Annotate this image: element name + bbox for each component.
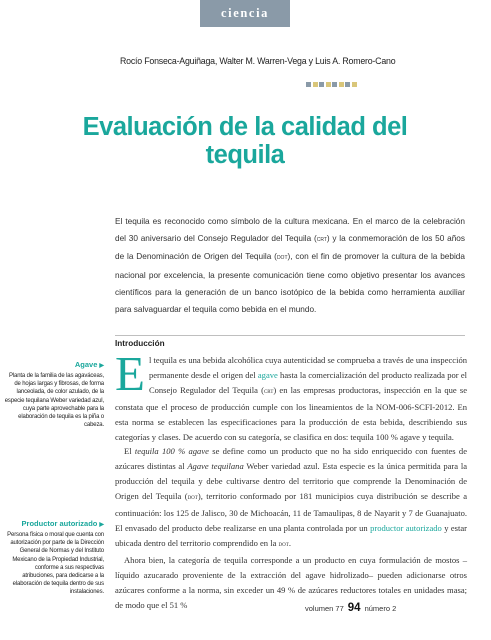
body-text: se define como un producto que no ha sido enriquecido con fuentes de azúcares distintas al — [115, 446, 467, 472]
divider — [115, 335, 465, 336]
body-text: Ahora bien, la categoría de tequila corresponde a un producto en cuya formulación de mostos –líquido azucarado proveniente de la extracción del agave hidrolizado– pueden adicionarse otros azúcares conforme a la norma, sin exceder un 49 % de azúcares reductores totales en unidades masa; de modo que el 51 % — [115, 554, 467, 610]
abstract-text: ) y la conmemoración de los 50 años de la Denominación de Origen del Tequila ( — [115, 234, 465, 262]
decorative-square — [306, 82, 311, 87]
body-emphasis: Agave tequilana — [187, 461, 244, 472]
body-text: ), territorio conformado por 181 municipios cuya distribución se describe a continuación: los 125 de Jalisco, 30 de Michoacán, 11 de Tamaulipas, 8 de Nayarit y 7 de Guanajuato. El envasado del producto debe realizarse en una planta controlada por un — [115, 491, 467, 533]
body-text: . — [288, 537, 291, 548]
decorative-square — [352, 82, 357, 87]
article-title: Evaluación de la calidad del tequila — [82, 113, 408, 169]
decorative-square — [332, 82, 337, 87]
body-text: y estar ubicada dentro del territorio comprendido en la — [115, 522, 468, 548]
abbr-dot: dot — [278, 540, 289, 548]
body-text: ) en las empresas productoras, inspección en la que se constata que el proceso de producción cumple con los lineamientos de la NOM-006-SCFI-2012. En esta norma se establecen las especificaciones para la producción de esta bebida, describiendo sus categorías y clases. De acuerdo con su categoría, se clasifica en dos: tequila 100 % agave y tequila. — [115, 384, 468, 442]
abbr-dot: dot — [187, 494, 198, 502]
body-text: l tequila es una bebida alcohólica cuya autenticidad se comprueba a través de una inspección permanente desde el origen del — [148, 355, 467, 380]
decorative-square — [339, 82, 344, 87]
body-paragraph — [115, 346, 468, 444]
glossary-link-agave[interactable]: agave — [257, 369, 278, 380]
abstract-text: ), con el fin de promover la cultura de la bebida nacional por excelencia, la presente comunicación tiene como objetivo presentar los avances científicos para la generación de un banco isotópico de la bebida como herramienta auxiliar para salvaguardar el tequila como bebida en el mundo. — [115, 252, 465, 315]
glossary-heading — [3, 360, 104, 369]
abbr-dot: dot — [276, 254, 288, 262]
page-number: 94 — [347, 602, 361, 614]
triangle-right-icon: ▶ — [99, 522, 104, 528]
decorative-square — [326, 82, 331, 87]
body-text: El — [124, 446, 135, 457]
glossary-definition: Persona física o moral que cuenta con autorización por parte de la Dirección General de Normas y del Instituto Mexicano de la Propiedad Industrial, conforme a sus respectivas atribuciones, para dedicarse a la elaboración de tequila dentro de sus instalaciones. — [7, 532, 104, 596]
section-heading: Introducción — [115, 339, 165, 348]
page-folio — [305, 602, 396, 614]
article-body — [115, 346, 468, 612]
decorative-square — [345, 82, 350, 87]
article-authors: Rocío Fonseca-Aguiñaga, Walter M. Warren-Vega y Luis A. Romero-Cano — [120, 56, 396, 66]
triangle-right-icon: ▶ — [99, 363, 104, 369]
issue-label: número 2 — [364, 604, 397, 613]
abbr-crt: crt — [263, 387, 274, 395]
body-emphasis: tequila 100 % agave — [134, 446, 209, 457]
article-abstract — [115, 213, 465, 318]
abstract-text: El tequila es reconocido como símbolo de la cultura mexicana. En el marco de la celebración del 30 aniversario del Consejo Regulador del Tequila ( — [115, 217, 465, 244]
glossary-definition: Planta de la familia de las agaváceas, de hojas largas y fibrosas, de forma lanceolada, de color azulado, de la especie tequilana Weber variedad azul, cuya parte aprovechable para la elaboración de tequila es la piña o cabeza. — [4, 373, 104, 429]
glossary-term: Productor autorizado — [21, 519, 98, 528]
body-text: Weber variedad azul. Esta especie es la única permitida para la producción del tequila y debe cultivarse dentro del territorio que comprende la Denominación de Origen del Tequila ( — [115, 461, 467, 502]
glossary-term: Agave — [74, 360, 98, 369]
body-text: hasta la comercialización del producto realizada por el Consejo Regulador del Tequila ( — [148, 369, 467, 395]
decorative-square — [319, 82, 324, 87]
body-paragraph — [115, 553, 467, 613]
section-label: ciencia — [221, 6, 269, 20]
decorative-squares — [306, 82, 358, 87]
section-tab — [200, 0, 290, 27]
glossary-heading — [3, 519, 104, 528]
glossary-link-productor[interactable]: productor autorizado — [370, 522, 442, 533]
drop-cap: E — [115, 346, 145, 401]
glossary-productor-autorizado — [3, 519, 104, 597]
decorative-square — [313, 82, 318, 87]
volume-label: volumen 77 — [305, 604, 344, 613]
abbr-crt: crt — [316, 236, 327, 244]
body-paragraph — [115, 444, 467, 552]
glossary-agave — [3, 360, 104, 429]
